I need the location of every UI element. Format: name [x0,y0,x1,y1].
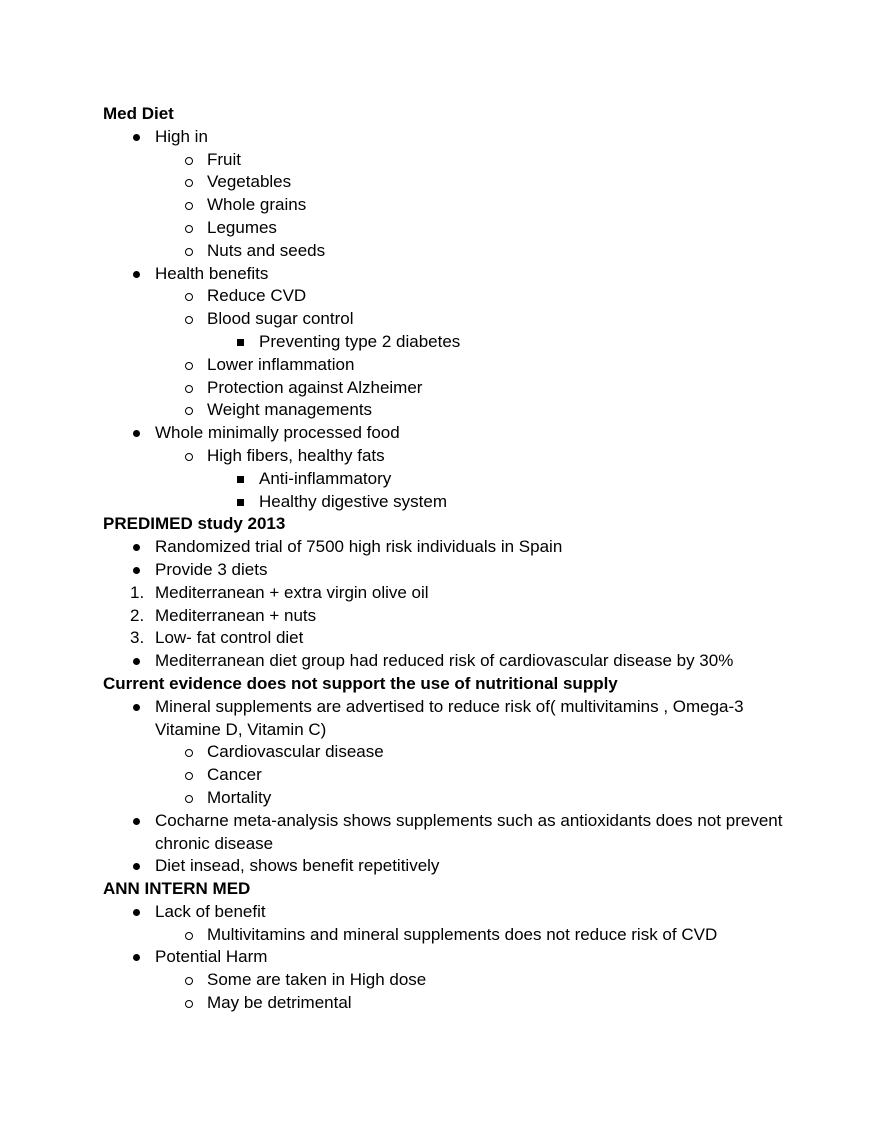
list-item-text: Randomized trial of 7500 high risk individuals in Spain [155,537,563,557]
section-heading-med-diet: Med Diet [103,104,174,123]
list-item [103,741,803,764]
list-item [103,354,803,377]
numbered-item [103,582,803,605]
list-item-text: Preventing type 2 diabetes [259,331,461,351]
list-item-text: Low- fat control diet [155,628,304,648]
list-item [103,399,803,422]
list-number: 3. [130,628,145,648]
list-item [103,764,803,787]
list-item-text: Blood sugar control [207,309,354,329]
document-body [103,103,803,1015]
list-item [103,946,803,969]
list-item [103,787,803,810]
list-item-text: Healthy digestive system [259,491,448,511]
list-item-text: Fruit [207,149,241,169]
list-item-text: Mediterranean + extra virgin olive oil [155,582,429,602]
list-item [103,559,803,582]
list-item [103,240,803,263]
list-item [103,696,803,742]
list-item [103,468,803,491]
list-item [103,650,803,673]
list-item-text: Cocharne meta-analysis shows supplements such as antioxidants does not prevent chronic disease [155,810,783,853]
list-item-text: Potential Harm [155,947,268,967]
list-number: 1. [130,582,145,602]
numbered-item [103,605,803,628]
list-item-text: Multivitamins and mineral supplements does not reduce risk of CVD [207,924,718,944]
list-item [103,149,803,172]
list-item-text: Mineral supplements are advertised to reduce risk of( multivitamins , Omega-3 Vitamine D, Vitamin C) [155,696,744,739]
list-item [103,422,803,445]
list-item-text: Mediterranean diet group had reduced risk of cardiovascular disease by 30% [155,651,734,671]
list-item [103,263,803,286]
list-item-text: May be detrimental [207,993,352,1013]
list-item [103,969,803,992]
list-item-text: Vegetables [207,172,292,192]
list-item-text: Nuts and seeds [207,240,326,260]
list-item-text: Mediterranean + nuts [155,605,317,625]
list-item [103,992,803,1015]
list-item [103,536,803,559]
list-item [103,901,803,924]
list-item [103,491,803,514]
list-item-text: Weight managements [207,400,373,420]
list-item-text: High fibers, healthy fats [207,445,385,465]
list-item-text: Provide 3 diets [155,559,268,579]
list-item [103,377,803,400]
list-number: 2. [130,605,145,625]
list-item [103,810,803,856]
list-item [103,285,803,308]
list-item [103,331,803,354]
section-heading-current-evidence: Current evidence does not support the use of nutritional supply [103,673,618,693]
list-item [103,308,803,331]
list-item-text: Reduce CVD [207,286,307,306]
list-item-text: Protection against Alzheimer [207,377,423,397]
list-item [103,194,803,217]
list-item-text: High in [155,126,208,146]
list-item [103,217,803,240]
list-item [103,126,803,149]
section-heading-ann-intern-med: ANN INTERN MED [103,879,251,899]
list-item-text: Whole minimally processed food [155,423,400,443]
list-item [103,445,803,468]
list-item-text: Cardiovascular disease [207,742,384,762]
list-item-text: Lower inflammation [207,354,355,374]
list-item [103,924,803,947]
list-item-text: Anti-inflammatory [259,468,392,488]
list-item-text: Some are taken in High dose [207,970,427,990]
section-heading-predimed: PREDIMED study 2013 [103,514,286,534]
list-item-text: Legumes [207,217,277,237]
list-item [103,855,803,878]
list-item-text: Lack of benefit [155,901,266,921]
list-item-text: Whole grains [207,195,307,215]
list-item [103,171,803,194]
list-item-text: Mortality [207,787,272,807]
list-item-text: Diet insead, shows benefit repetitively [155,856,440,876]
list-item-text: Cancer [207,765,262,785]
numbered-item [103,627,803,650]
list-item-text: Health benefits [155,263,269,283]
